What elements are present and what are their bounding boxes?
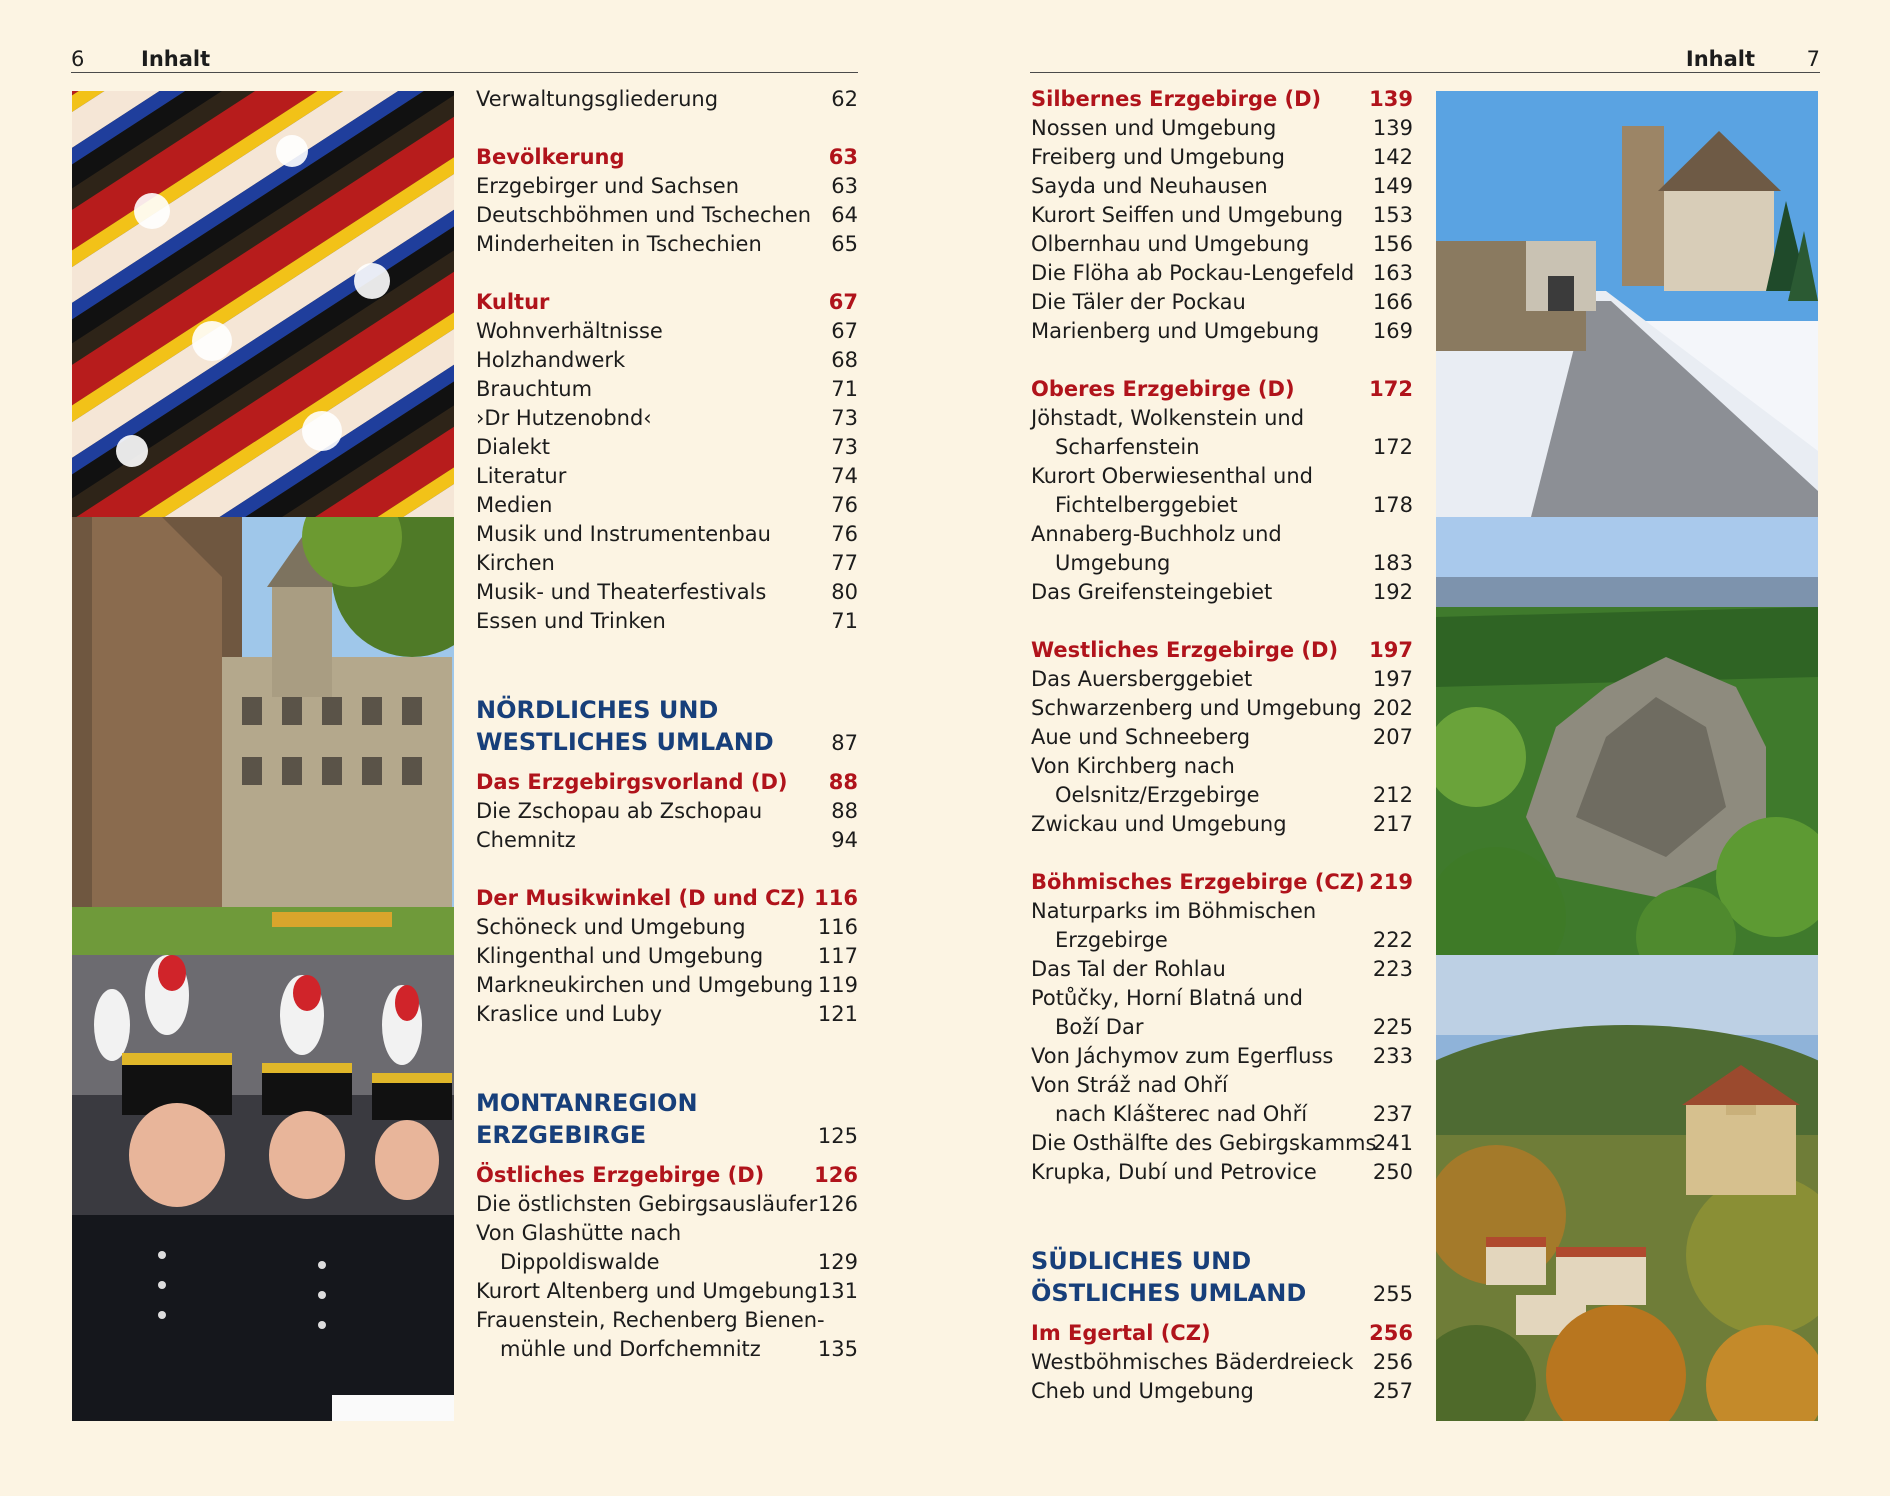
entry-page-number: 192: [1372, 580, 1413, 604]
entry-page-number: 183: [1372, 551, 1413, 575]
entry-title: Oelsnitz/Erzgebirge: [1055, 783, 1260, 807]
entry-page-number: 126: [817, 1192, 858, 1216]
toc-spacer: [476, 855, 858, 884]
toc-spacer: [1031, 346, 1413, 375]
entry-title: Kultur: [476, 290, 550, 314]
entry-title: Schöneck und Umgebung: [476, 915, 746, 939]
entry-page-number: 256: [1372, 1350, 1413, 1374]
entry-title: Das Auersberggebiet: [1031, 667, 1253, 691]
toc-category-entry[interactable]: [1031, 868, 1413, 897]
entry-title: Freiberg und Umgebung: [1031, 145, 1285, 169]
entry-page-number: 94: [831, 828, 858, 852]
castle-town-photo: [1436, 955, 1818, 1421]
entry-page-number: 63: [828, 145, 858, 169]
toc-entry[interactable]: [476, 1277, 858, 1306]
entry-page-number: 219: [1369, 870, 1413, 894]
toc-entry[interactable]: [1031, 433, 1413, 462]
right-header-rule: [1030, 72, 1820, 73]
entry-title: Brauchtum: [476, 377, 593, 401]
toc-category-entry[interactable]: [476, 768, 858, 797]
rocky-valley-photo: [1436, 517, 1818, 955]
toc-entry[interactable]: [476, 375, 858, 404]
entry-title: Zwickau und Umgebung: [1031, 812, 1287, 836]
chemnitz-church-photo: [72, 517, 454, 955]
entry-title: Verwaltungsgliederung: [476, 87, 719, 111]
toc-entry[interactable]: [1031, 1013, 1413, 1042]
toc-entry[interactable]: [1031, 810, 1413, 839]
toc-entry[interactable]: [476, 520, 858, 549]
entry-page-number: 197: [1369, 638, 1413, 662]
region-title-line: NÖRDLICHES UND: [476, 696, 719, 724]
toc-region-heading[interactable]: [476, 1087, 858, 1151]
toc-entry[interactable]: [476, 1248, 858, 1277]
entry-title: Die Flöha ab Pockau-Lengefeld: [1031, 261, 1355, 285]
entry-page-number: 63: [831, 174, 858, 198]
entry-page-number: 142: [1372, 145, 1413, 169]
toc-entry[interactable]: [476, 549, 858, 578]
toc-entry[interactable]: [476, 317, 858, 346]
entry-title: Kurort Altenberg und Umgebung: [476, 1279, 818, 1303]
entry-title: Medien: [476, 493, 553, 517]
left-header-title: Inhalt: [141, 47, 211, 71]
entry-title: Chemnitz: [476, 828, 576, 852]
snowy-castle-photo: [1436, 91, 1818, 517]
toc-entry[interactable]: [1031, 520, 1413, 549]
entry-page-number: 126: [814, 1163, 858, 1187]
toc-entry[interactable]: [476, 346, 858, 375]
entry-page-number: 129: [817, 1250, 858, 1274]
toc-entry[interactable]: [476, 826, 858, 855]
toc-region-heading[interactable]: [476, 694, 858, 758]
toc-entry[interactable]: [1031, 114, 1413, 143]
entry-title: Aue und Schneeberg: [1031, 725, 1251, 749]
entry-title: Böhmisches Erzgebirge (CZ): [1031, 870, 1365, 894]
toc-right-column: [1031, 85, 1413, 1406]
entry-page-number: 116: [817, 915, 858, 939]
toc-entry[interactable]: [1031, 1042, 1413, 1071]
entry-page-number: 68: [831, 348, 858, 372]
toc-entry[interactable]: [476, 797, 858, 826]
entry-title: Das Tal der Rohlau: [1031, 957, 1226, 981]
toc-entry[interactable]: [1031, 462, 1413, 491]
toc-entry[interactable]: [1031, 317, 1413, 346]
toc-entry[interactable]: [476, 230, 858, 259]
toc-entry[interactable]: [476, 201, 858, 230]
entry-title: Minderheiten in Tschechien: [476, 232, 762, 256]
toc-entry[interactable]: [1031, 172, 1413, 201]
entry-title: Kraslice und Luby: [476, 1002, 663, 1026]
toc-entry[interactable]: [1031, 897, 1413, 926]
entry-page-number: 73: [831, 406, 858, 430]
entry-title: Marienberg und Umgebung: [1031, 319, 1320, 343]
entry-title: Erzgebirge: [1055, 928, 1168, 952]
entry-page-number: 225: [1372, 1015, 1413, 1039]
entry-page-number: 202: [1372, 696, 1413, 720]
entry-page-number: 169: [1372, 319, 1413, 343]
entry-page-number: 156: [1372, 232, 1413, 256]
entry-title: Bevölkerung: [476, 145, 625, 169]
toc-entry[interactable]: [1031, 259, 1413, 288]
entry-title: Frauenstein, Rechenberg Bienen-: [476, 1308, 825, 1332]
toc-entry[interactable]: [1031, 1158, 1413, 1187]
toc-entry[interactable]: [1031, 694, 1413, 723]
region-title-line: SÜDLICHES UND: [1031, 1247, 1252, 1275]
toc-entry[interactable]: [1031, 723, 1413, 752]
entry-title: Kurort Oberwiesenthal und: [1031, 464, 1313, 488]
entry-title: Von Kirchberg nach: [1031, 754, 1235, 778]
entry-title: Fichtelberggebiet: [1055, 493, 1238, 517]
entry-page-number: 71: [831, 377, 858, 401]
entry-title: Literatur: [476, 464, 567, 488]
entry-page-number: 67: [831, 319, 858, 343]
entry-page-number: 257: [1372, 1379, 1413, 1403]
toc-entry[interactable]: [1031, 230, 1413, 259]
entry-page-number: 139: [1369, 87, 1413, 111]
entry-page-number: 117: [817, 944, 858, 968]
toc-entry[interactable]: [1031, 549, 1413, 578]
entry-page-number: 153: [1372, 203, 1413, 227]
toc-entry[interactable]: [476, 404, 858, 433]
entry-title: Erzgebirger und Sachsen: [476, 174, 740, 198]
entry-page-number: 76: [831, 522, 858, 546]
entry-page-number: 217: [1372, 812, 1413, 836]
entry-page-number: 197: [1372, 667, 1413, 691]
entry-title: Die Zschopau ab Zschopau: [476, 799, 763, 823]
entry-page-number: 67: [828, 290, 858, 314]
entry-page-number: 166: [1372, 290, 1413, 314]
toc-entry[interactable]: [1031, 143, 1413, 172]
entry-page-number: 65: [831, 232, 858, 256]
entry-title: Von Glashütte nach: [476, 1221, 682, 1245]
entry-title: Von Stráž nad Ohří: [1031, 1073, 1228, 1097]
entry-page-number: 250: [1372, 1160, 1413, 1184]
nutcracker-photo: [72, 91, 454, 517]
toc-category-entry[interactable]: [476, 884, 858, 913]
entry-title: Umgebung: [1055, 551, 1171, 575]
entry-title: Scharfenstein: [1055, 435, 1200, 459]
toc-entry[interactable]: [476, 942, 858, 971]
entry-page-number: 222: [1372, 928, 1413, 952]
toc-entry[interactable]: [476, 1306, 858, 1335]
entry-page-number: 88: [828, 770, 858, 794]
left-page-number: 6: [71, 47, 85, 71]
entry-title: Naturparks im Böhmischen: [1031, 899, 1317, 923]
toc-entry[interactable]: [476, 172, 858, 201]
entry-title: Die östlichsten Gebirgsausläufer: [476, 1192, 818, 1216]
entry-title: Westböhmisches Bäderdreieck: [1031, 1350, 1354, 1374]
toc-entry[interactable]: [476, 607, 858, 636]
toc-spacer: [476, 114, 858, 143]
toc-entry[interactable]: [476, 433, 858, 462]
toc-category-entry[interactable]: [1031, 375, 1413, 404]
entry-page-number: 149: [1372, 174, 1413, 198]
toc-entry[interactable]: [1031, 578, 1413, 607]
entry-title: Im Egertal (CZ): [1031, 1321, 1211, 1345]
entry-page-number: 62: [831, 87, 858, 111]
entry-page-number: 172: [1372, 435, 1413, 459]
entry-title: Olbernhau und Umgebung: [1031, 232, 1310, 256]
entry-title: Markneukirchen und Umgebung: [476, 973, 814, 997]
entry-title: Cheb und Umgebung: [1031, 1379, 1254, 1403]
entry-title: Das Greifensteingebiet: [1031, 580, 1273, 604]
right-page-number: 7: [1806, 47, 1820, 71]
toc-entry[interactable]: [1031, 1129, 1413, 1158]
entry-page-number: 256: [1369, 1321, 1413, 1345]
toc-entry[interactable]: [476, 1219, 858, 1248]
entry-page-number: 241: [1372, 1131, 1413, 1155]
toc-entry[interactable]: [1031, 1348, 1413, 1377]
toc-category-entry[interactable]: [476, 1161, 858, 1190]
toc-entry[interactable]: [1031, 1100, 1413, 1129]
entry-title: Musik und Instrumentenbau: [476, 522, 771, 546]
toc-category-entry[interactable]: [1031, 85, 1413, 114]
toc-spacer: [1031, 1187, 1413, 1245]
region-page-number: 87: [831, 731, 858, 755]
entry-page-number: 207: [1372, 725, 1413, 749]
entry-title: Jöhstadt, Wolkenstein und: [1031, 406, 1305, 430]
toc-category-entry[interactable]: [1031, 1319, 1413, 1348]
miners-parade-photo: [72, 955, 454, 1421]
entry-title: Das Erzgebirgsvorland (D): [476, 770, 788, 794]
toc-entry[interactable]: [1031, 491, 1413, 520]
region-title-line: ERZGEBIRGE: [476, 1121, 647, 1149]
entry-title: Sayda und Neuhausen: [1031, 174, 1268, 198]
toc-entry[interactable]: [476, 85, 858, 114]
entry-title: Westliches Erzgebirge (D): [1031, 638, 1339, 662]
entry-page-number: 64: [831, 203, 858, 227]
entry-page-number: 131: [817, 1279, 858, 1303]
entry-title: nach Klášterec nad Ohří: [1055, 1102, 1308, 1126]
entry-title: Deutschböhmen und Tschechen: [476, 203, 812, 227]
entry-page-number: 139: [1372, 116, 1413, 140]
entry-title: Östliches Erzgebirge (D): [476, 1163, 765, 1187]
entry-page-number: 121: [817, 1002, 858, 1026]
toc-entry[interactable]: [1031, 1071, 1413, 1100]
entry-page-number: 163: [1372, 261, 1413, 285]
entry-page-number: 80: [831, 580, 858, 604]
toc-left-column: [476, 85, 858, 1364]
toc-entry[interactable]: [1031, 752, 1413, 781]
entry-title: Krupka, Dubí und Petrovice: [1031, 1160, 1317, 1184]
toc-entry[interactable]: [1031, 984, 1413, 1013]
entry-title: Wohnverhältnisse: [476, 319, 663, 343]
toc-entry[interactable]: [1031, 955, 1413, 984]
toc-spacer: [476, 259, 858, 288]
entry-title: Dippoldiswalde: [500, 1250, 660, 1274]
entry-page-number: 76: [831, 493, 858, 517]
entry-page-number: 237: [1372, 1102, 1413, 1126]
entry-title: Die Täler der Pockau: [1031, 290, 1246, 314]
entry-title: mühle und Dorfchemnitz: [500, 1337, 761, 1361]
toc-entry[interactable]: [1031, 201, 1413, 230]
toc-entry[interactable]: [476, 578, 858, 607]
toc-region-heading[interactable]: [1031, 1245, 1413, 1309]
entry-title: ›Dr Hutzenobnd‹: [476, 406, 652, 430]
toc-entry[interactable]: [476, 1190, 858, 1219]
region-title-line: WESTLICHES UMLAND: [476, 728, 774, 756]
entry-page-number: 77: [831, 551, 858, 575]
entry-title: Holzhandwerk: [476, 348, 626, 372]
entry-title: Kirchen: [476, 551, 555, 575]
region-title-line: MONTANREGION: [476, 1089, 698, 1117]
entry-page-number: 223: [1372, 957, 1413, 981]
toc-entry[interactable]: [1031, 1377, 1413, 1406]
toc-category-entry[interactable]: [1031, 636, 1413, 665]
entry-page-number: 178: [1372, 493, 1413, 517]
toc-entry[interactable]: [1031, 665, 1413, 694]
entry-title: Kurort Seiffen und Umgebung: [1031, 203, 1344, 227]
entry-title: Boží Dar: [1055, 1015, 1144, 1039]
toc-spacer: [1031, 607, 1413, 636]
toc-entry[interactable]: [476, 1000, 858, 1029]
entry-title: Essen und Trinken: [476, 609, 666, 633]
entry-page-number: 172: [1369, 377, 1413, 401]
toc-category-entry[interactable]: [476, 288, 858, 317]
entry-page-number: 88: [831, 799, 858, 823]
entry-page-number: 116: [814, 886, 858, 910]
toc-entry[interactable]: [476, 913, 858, 942]
entry-title: Annaberg-Buchholz und: [1031, 522, 1282, 546]
right-header-title: Inhalt: [1685, 47, 1755, 71]
toc-entry[interactable]: [1031, 781, 1413, 810]
entry-page-number: 212: [1372, 783, 1413, 807]
toc-entry[interactable]: [476, 491, 858, 520]
toc-entry[interactable]: [476, 1335, 858, 1364]
toc-spacer: [476, 1029, 858, 1087]
toc-spacer: [1031, 839, 1413, 868]
entry-page-number: 74: [831, 464, 858, 488]
toc-category-entry[interactable]: [476, 143, 858, 172]
entry-page-number: 233: [1372, 1044, 1413, 1068]
toc-entry[interactable]: [476, 971, 858, 1000]
entry-title: Der Musikwinkel (D und CZ): [476, 886, 806, 910]
entry-title: Die Osthälfte des Gebirgskamms: [1031, 1131, 1377, 1155]
entry-page-number: 73: [831, 435, 858, 459]
toc-entry[interactable]: [1031, 288, 1413, 317]
entry-title: Musik- und Theaterfestivals: [476, 580, 767, 604]
entry-title: Schwarzenberg und Umgebung: [1031, 696, 1362, 720]
entry-title: Nossen und Umgebung: [1031, 116, 1277, 140]
entry-title: Dialekt: [476, 435, 551, 459]
region-title-line: ÖSTLICHES UMLAND: [1031, 1279, 1307, 1307]
entry-title: Oberes Erzgebirge (D): [1031, 377, 1295, 401]
region-page-number: 125: [817, 1124, 858, 1148]
entry-page-number: 119: [817, 973, 858, 997]
toc-entry[interactable]: [1031, 926, 1413, 955]
toc-entry[interactable]: [476, 462, 858, 491]
entry-title: Potůčky, Horní Blatná und: [1031, 986, 1303, 1010]
entry-title: Klingenthal und Umgebung: [476, 944, 764, 968]
entry-title: Von Jáchymov zum Egerfluss: [1031, 1044, 1334, 1068]
entry-title: Silbernes Erzgebirge (D): [1031, 87, 1322, 111]
left-header-rule: [71, 72, 858, 73]
entry-page-number: 135: [817, 1337, 858, 1361]
region-page-number: 255: [1372, 1282, 1413, 1306]
entry-page-number: 71: [831, 609, 858, 633]
toc-entry[interactable]: [1031, 404, 1413, 433]
toc-spacer: [476, 636, 858, 694]
